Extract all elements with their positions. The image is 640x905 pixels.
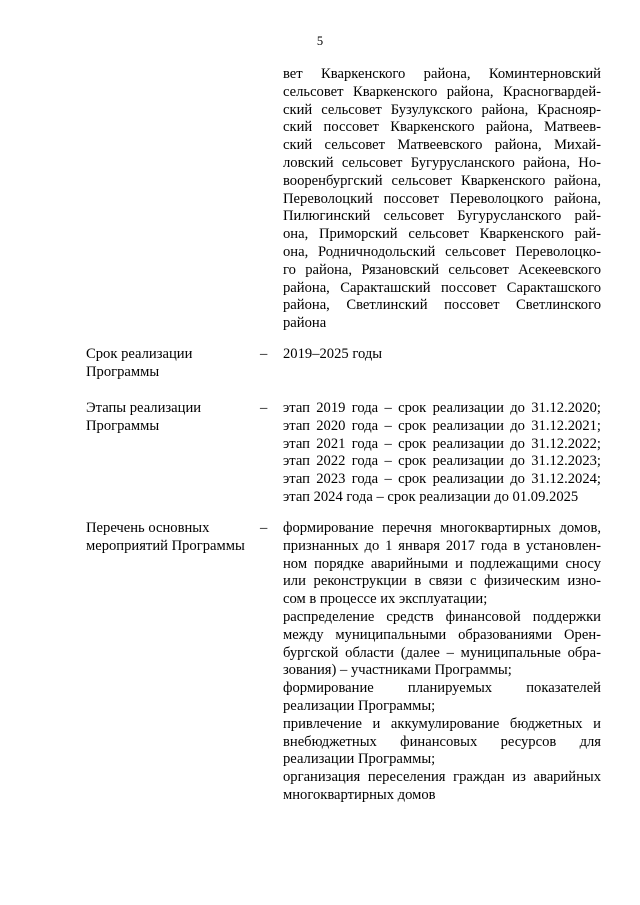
page-number: 5 (316, 34, 324, 48)
row-content (283, 346, 601, 364)
row-content-line: формирование перечня многоквартирных домов, (283, 520, 601, 536)
row-label-line: Этапы реализации (86, 400, 202, 416)
row-content-line: ном порядке аварийными и подлежащими сносу (283, 555, 601, 572)
row-content-line: этап 2020 года – срок реализации до 31.12.2021; (283, 417, 601, 434)
intro-line: она, Приморский сельсовет Кваркенского рай- (283, 226, 601, 243)
row-content-line: формирование планируемых показателей (283, 680, 601, 697)
row-content-line: этап 2019 года – срок реализации до 31.12.2020; (283, 400, 601, 416)
intro-line: района (283, 315, 327, 332)
row-content-line: бургской области (далее – муниципальные обра- (283, 644, 601, 661)
row-content-line: реализации Программы; (283, 751, 436, 768)
intro-line: вет Кваркенского района, Коминтерновский (283, 66, 601, 82)
row-content-line: этап 2024 года – срок реализации до 01.09.2025 (283, 488, 579, 505)
row-dash: – (260, 520, 268, 536)
intro-line: района, Светлинский поссовет Светлинского (283, 297, 601, 314)
row-label-line: Программы (86, 417, 160, 434)
row-content-line: многоквартирных домов (283, 786, 436, 803)
intro-line: района, Саракташский поссовет Саракташского (283, 279, 601, 296)
row-content (283, 520, 601, 805)
row-dash: – (260, 400, 268, 416)
row-content-line: сом в процессе их эксплуатации; (283, 591, 488, 608)
intro-line: ловский сельсовет Бугурусланского района, Но- (283, 154, 601, 171)
row-content-line: или реконструкции в связи с физическим изно- (283, 573, 601, 590)
intro-line: го района, Рязановский сельсовет Асекеевского (283, 261, 601, 278)
row-label (86, 400, 256, 436)
row-content-line: между муниципальными образованиями Орен- (283, 626, 601, 643)
row-content-line: внебюджетных финансовых ресурсов для (283, 733, 601, 750)
row-content (283, 400, 601, 507)
row-content-line: этап 2022 года – срок реализации до 31.12.2023; (283, 453, 601, 470)
row-label-line: Перечень основных (86, 520, 210, 536)
row-content-line: реализации Программы; (283, 697, 436, 714)
row-content-line: привлечение и аккумулирование бюджетных и (283, 715, 601, 732)
row-content-line: 2019–2025 годы (283, 346, 383, 362)
row-content-line: организация переселения граждан из аварийных (283, 769, 601, 786)
row-dash: – (260, 346, 268, 362)
row-content-line: признанных до 1 января 2017 года в установлен- (283, 537, 601, 554)
row-content-line: этап 2023 года – срок реализации до 31.12.2024; (283, 471, 601, 488)
row-content-line: этап 2021 года – срок реализации до 31.12.2022; (283, 435, 601, 452)
intro-line: она, Родничнодольский сельсовет Переволоцко- (283, 243, 601, 260)
intro-line: сельсовет Кваркенского района, Красногвардей- (283, 83, 601, 100)
intro-line: Пилюгинский сельсовет Бугурусланского рай- (283, 208, 601, 225)
row-label (86, 520, 256, 556)
row-content-line: зования) – участниками Программы; (283, 662, 512, 679)
intro-line: ский сельсовет Бузулукского района, Краснояр- (283, 101, 601, 118)
intro-line: ский поссовет Кваркенского района, Матвеев- (283, 119, 601, 136)
row-label-line: Срок реализации (86, 346, 193, 362)
intro-paragraph (283, 66, 601, 333)
row-label-line: мероприятий Программы (86, 537, 245, 554)
row-content-line: распределение средств финансовой поддержки (283, 608, 601, 625)
row-label-line: Программы (86, 363, 160, 380)
intro-line: вооренбургский сельсовет Кваркенского района, (283, 172, 601, 189)
intro-line: ский сельсовет Матвеевского района, Михай- (283, 137, 601, 154)
row-label (86, 346, 256, 382)
intro-line: Переволоцкий поссовет Переволоцкого района, (283, 190, 601, 207)
